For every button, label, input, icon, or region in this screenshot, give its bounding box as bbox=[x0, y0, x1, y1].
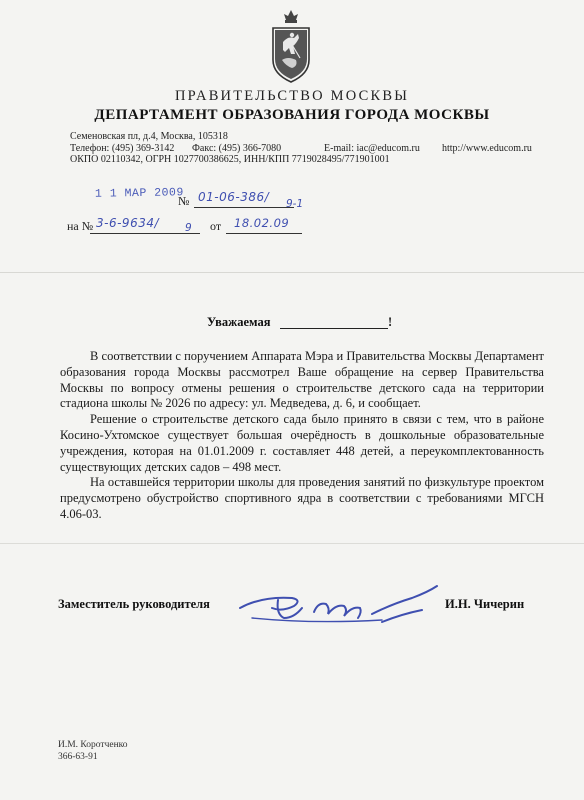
salutation: Уважаемая bbox=[207, 315, 271, 329]
fax: Факс: (495) 366-7080 bbox=[192, 142, 282, 154]
body-paragraph: На оставшейся территории школы для проведения занятий по физкультуре проектом предусмотрено обустройство спортивного ядра в соответствии с требованиями МГСН 4.06-03. bbox=[60, 475, 544, 521]
address: Семеновская пл, д.4, Москва, 105318 bbox=[70, 131, 228, 142]
handwritten-signature-icon bbox=[232, 578, 447, 630]
government-name: ПРАВИТЕЛЬСТВО МОСКВЫ bbox=[174, 88, 410, 104]
body-paragraph: В соответствии с поручением Аппарата Мэра и Правительства Москвы Департамент образования города Москвы рассмотрел Ваше обращение на сервер Правительства Москвы по вопросу отмены решения о строительстве детского сада на территории стадиона школы № 2026 по адресу: ул. Медведева, д. 6, и сообщает. bbox=[60, 349, 544, 411]
executor-phone: 366-63-91 bbox=[58, 752, 98, 762]
reference-date-underline bbox=[226, 233, 302, 234]
reference-number-suffix: 9 bbox=[185, 222, 192, 234]
paper-fold bbox=[0, 272, 584, 273]
moscow-coat-of-arms-icon bbox=[268, 8, 314, 88]
phone: Телефон: (495) 369-3142 bbox=[70, 142, 175, 154]
signatory-title: Заместитель руководителя bbox=[58, 597, 210, 611]
salutation-end: ! bbox=[388, 315, 393, 329]
signatory-name: И.Н. Чичерин bbox=[445, 597, 525, 611]
reference-number-value: 3-6-9634/ bbox=[96, 216, 160, 230]
outgoing-number-suffix: 9-1 bbox=[286, 198, 304, 210]
department-name: ДЕПАРТАМЕНТ ОБРАЗОВАНИЯ ГОРОДА МОСКВЫ bbox=[94, 107, 490, 123]
reference-number-label: на № bbox=[67, 219, 94, 233]
reference-date-label: от bbox=[210, 219, 222, 233]
body-paragraph: Решение о строительстве детского сада было принято в связи с тем, что в районе Косино-Ухтомское существует большая очерёдность в дошкольные образовательные учреждения, которая на 01.01.2009 г. составляет 448 детей, а переукомплектованность существующих детских садов – 498 мест. bbox=[60, 412, 544, 474]
email-link[interactable]: E-mail: iac@educom.ru bbox=[324, 142, 420, 154]
outgoing-number-label: № bbox=[178, 194, 190, 208]
website-link[interactable]: http://www.educom.ru bbox=[442, 142, 532, 154]
reference-date-value: 18.02.09 bbox=[234, 216, 290, 230]
outgoing-number-value: 01-06-386/ bbox=[198, 190, 270, 204]
executor-name: И.М. Коротченко bbox=[58, 740, 128, 750]
paper-fold bbox=[0, 543, 584, 544]
letter-body bbox=[60, 349, 544, 523]
contact-block bbox=[70, 131, 570, 166]
salutation-blank-line bbox=[280, 328, 388, 329]
registry-codes: ОКПО 02110342, ОГРН 1027700386625, ИНН/КПП 7719028495/771901001 bbox=[70, 154, 390, 165]
reference-number-underline bbox=[90, 233, 200, 234]
outgoing-number-underline bbox=[194, 207, 294, 208]
received-date-stamp: 1 1 МАР 2009 bbox=[94, 186, 184, 201]
